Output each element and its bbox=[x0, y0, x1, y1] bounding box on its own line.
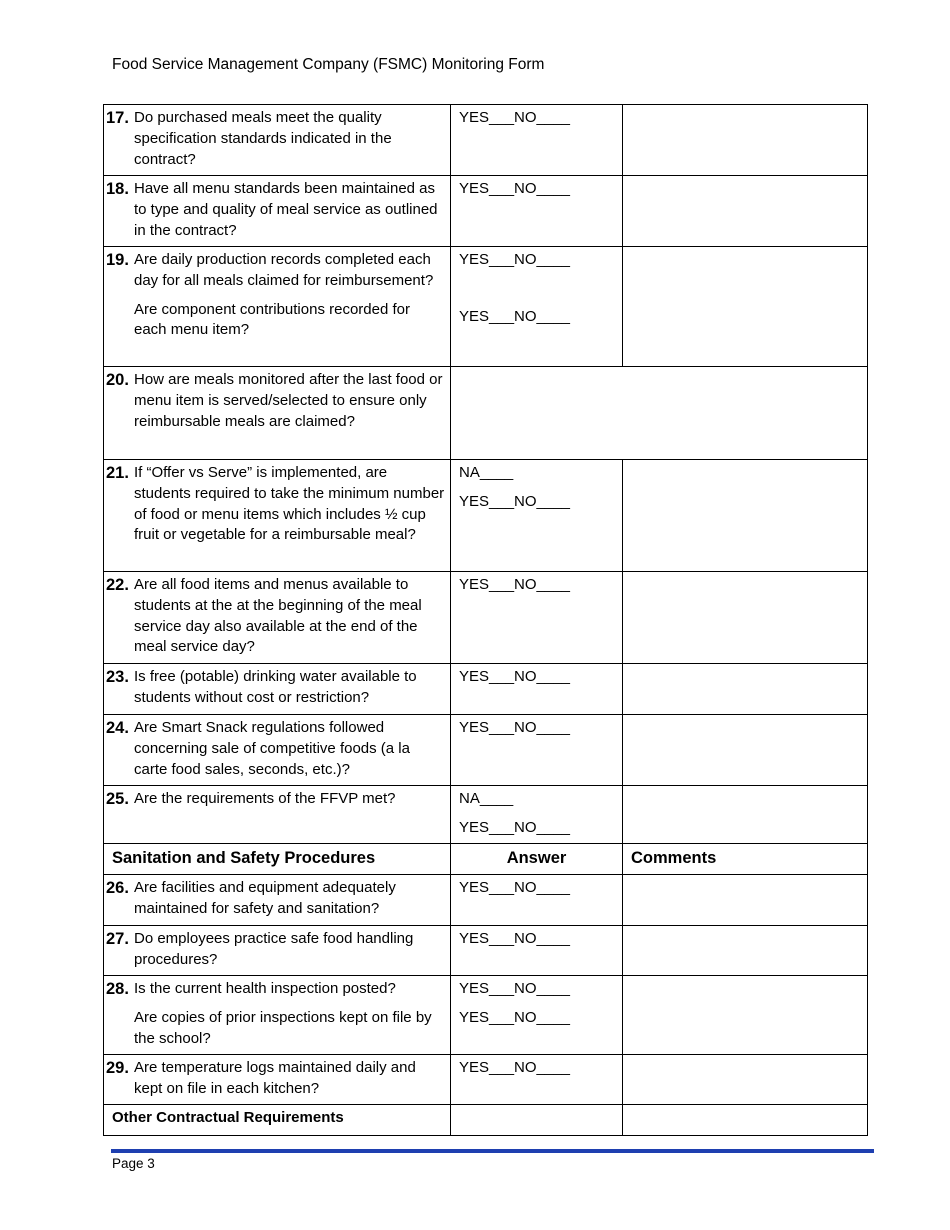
table-row bbox=[104, 875, 868, 926]
table-row bbox=[104, 976, 868, 1055]
question-text: Are all food items and menus available to students at the at the beginning of the meal service day also available at the end of the meal service day? bbox=[134, 576, 422, 656]
comments-cell[interactable] bbox=[623, 715, 868, 786]
answer-column-header: Answer bbox=[451, 844, 623, 875]
question-number: 23. bbox=[106, 668, 129, 686]
answer-cell[interactable] bbox=[451, 1105, 623, 1136]
answer-cell[interactable] bbox=[451, 1055, 623, 1105]
question-text: If “Offer vs Serve” is implemented, are students required to take the minimum number of food or menu items which includes ½ cup fruit or vegetable for a reimbursable meal? bbox=[134, 464, 445, 544]
question-subtext: Are component contributions recorded for each menu item? bbox=[134, 300, 410, 339]
question-number: 26. bbox=[106, 879, 129, 897]
comments-cell[interactable] bbox=[623, 976, 868, 1055]
yes-no-answer[interactable]: YES___NO____ bbox=[459, 1008, 570, 1026]
question-text: How are meals monitored after the last food or menu item is served/selected to ensure only reimbursable meals are claimed? bbox=[134, 371, 443, 430]
yes-no-answer[interactable]: YES___NO____ bbox=[459, 719, 570, 736]
question-text: Are daily production records completed each day for all meals claimed for reimbursement? bbox=[134, 251, 434, 289]
response-cell[interactable] bbox=[451, 367, 868, 460]
answer-cell[interactable] bbox=[451, 176, 623, 247]
question-number: 19. bbox=[106, 251, 129, 269]
comments-cell[interactable] bbox=[623, 176, 868, 247]
question-number: 28. bbox=[106, 980, 129, 998]
question-subtext: Are copies of prior inspections kept on file by the school? bbox=[134, 1008, 432, 1047]
question-text: Are facilities and equipment adequately maintained for safety and sanitation? bbox=[134, 879, 396, 917]
comments-cell[interactable] bbox=[623, 105, 868, 176]
question-number: 21. bbox=[106, 464, 129, 482]
section-header-row bbox=[104, 844, 868, 875]
yes-no-answer[interactable]: YES___NO____ bbox=[459, 930, 570, 947]
question-number: 17. bbox=[106, 109, 129, 127]
answer-cell[interactable] bbox=[451, 247, 623, 367]
yes-no-answer[interactable]: YES___NO____ bbox=[459, 492, 570, 510]
yes-no-answer[interactable]: YES___NO____ bbox=[459, 668, 570, 685]
na-answer[interactable]: NA____ bbox=[459, 464, 514, 481]
answer-cell[interactable] bbox=[451, 786, 623, 844]
table-row bbox=[104, 715, 868, 786]
monitoring-table bbox=[103, 104, 868, 1136]
yes-no-answer[interactable]: YES___NO____ bbox=[459, 180, 570, 197]
section-title: Sanitation and Safety Procedures bbox=[104, 844, 451, 875]
comments-cell[interactable] bbox=[623, 926, 868, 976]
question-number: 18. bbox=[106, 180, 129, 198]
section-title: Other Contractual Requirements bbox=[104, 1105, 451, 1136]
comments-cell[interactable] bbox=[623, 1105, 868, 1136]
question-number: 27. bbox=[106, 930, 129, 948]
question-text: Do employees practice safe food handling procedures? bbox=[134, 930, 414, 968]
table-row bbox=[104, 367, 868, 460]
comments-cell[interactable] bbox=[623, 664, 868, 715]
yes-no-answer[interactable]: YES___NO____ bbox=[459, 576, 570, 593]
comments-column-header: Comments bbox=[623, 844, 868, 875]
page-number: Page 3 bbox=[112, 1156, 155, 1171]
answer-cell[interactable] bbox=[451, 715, 623, 786]
table-row bbox=[104, 926, 868, 976]
answer-cell[interactable] bbox=[451, 875, 623, 926]
comments-cell[interactable] bbox=[623, 247, 868, 367]
table-row bbox=[104, 786, 868, 844]
table-row bbox=[104, 664, 868, 715]
question-text: Are temperature logs maintained daily and kept on file in each kitchen? bbox=[134, 1059, 416, 1097]
answer-cell[interactable] bbox=[451, 105, 623, 176]
table-row bbox=[104, 572, 868, 664]
question-text: Are the requirements of the FFVP met? bbox=[134, 790, 396, 807]
table-row bbox=[104, 460, 868, 572]
yes-no-answer[interactable]: YES___NO____ bbox=[459, 307, 570, 325]
question-number: 24. bbox=[106, 719, 129, 737]
table-row bbox=[104, 176, 868, 247]
answer-cell[interactable] bbox=[451, 976, 623, 1055]
question-number: 25. bbox=[106, 790, 129, 808]
question-text: Have all menu standards been maintained as to type and quality of meal service as outlined in the contract? bbox=[134, 180, 438, 239]
footer-divider bbox=[111, 1149, 874, 1153]
question-text: Do purchased meals meet the quality specification standards indicated in the contract? bbox=[134, 109, 392, 168]
comments-cell[interactable] bbox=[623, 460, 868, 572]
answer-cell[interactable] bbox=[451, 572, 623, 664]
question-text: Is the current health inspection posted? bbox=[134, 980, 396, 997]
yes-no-answer[interactable]: YES___NO____ bbox=[459, 109, 570, 126]
question-number: 29. bbox=[106, 1059, 129, 1077]
answer-cell[interactable] bbox=[451, 664, 623, 715]
yes-no-answer[interactable]: YES___NO____ bbox=[459, 980, 570, 997]
comments-cell[interactable] bbox=[623, 875, 868, 926]
yes-no-answer[interactable]: YES___NO____ bbox=[459, 818, 570, 836]
comments-cell[interactable] bbox=[623, 1055, 868, 1105]
comments-cell[interactable] bbox=[623, 786, 868, 844]
na-answer[interactable]: NA____ bbox=[459, 790, 514, 807]
page-header-title: Food Service Management Company (FSMC) Monitoring Form bbox=[112, 56, 545, 73]
table-row bbox=[104, 1055, 868, 1105]
question-number: 22. bbox=[106, 576, 129, 594]
yes-no-answer[interactable]: YES___NO____ bbox=[459, 879, 570, 896]
yes-no-answer[interactable]: YES___NO____ bbox=[459, 1059, 570, 1076]
table-row bbox=[104, 105, 868, 176]
answer-cell[interactable] bbox=[451, 926, 623, 976]
question-text: Is free (potable) drinking water available to students without cost or restriction? bbox=[134, 668, 417, 706]
question-number: 20. bbox=[106, 371, 129, 389]
table-row bbox=[104, 247, 868, 367]
answer-cell[interactable] bbox=[451, 460, 623, 572]
comments-cell[interactable] bbox=[623, 572, 868, 664]
section-header-row bbox=[104, 1105, 868, 1136]
yes-no-answer[interactable]: YES___NO____ bbox=[459, 251, 570, 268]
question-text: Are Smart Snack regulations followed concerning sale of competitive foods (a la carte food sales, seconds, etc.)? bbox=[134, 719, 410, 778]
